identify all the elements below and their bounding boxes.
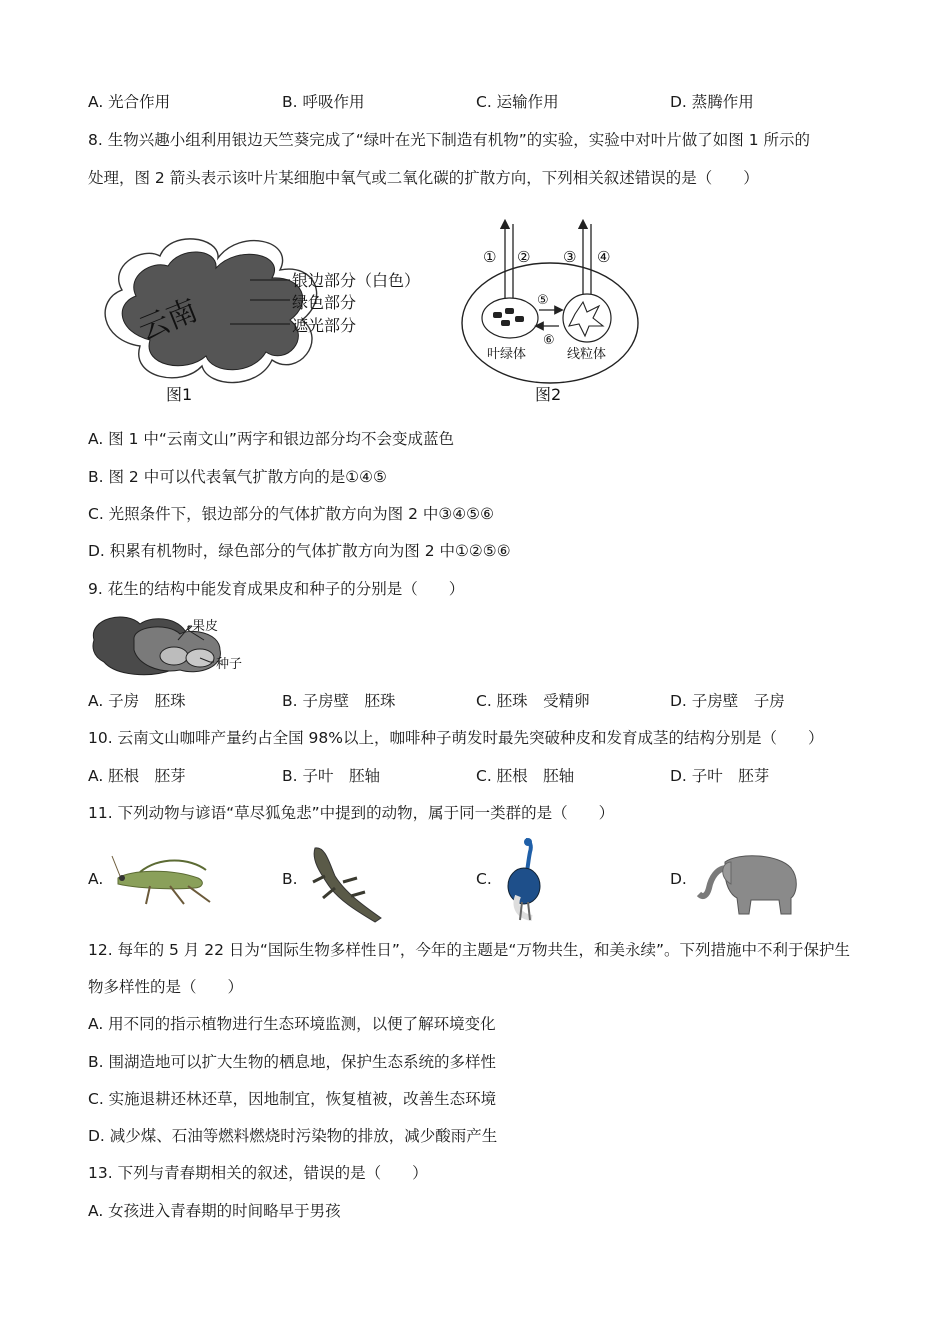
q7-option-d: D. 蒸腾作用 (670, 93, 754, 111)
q9-stem: 9. 花生的结构中能发育成果皮和种子的分别是（ ） (88, 580, 465, 598)
crocodile-image (295, 842, 390, 926)
fig2-chloroplast-label: 叶绿体 (487, 347, 527, 362)
q10-option-c: C. 胚根 胚轴 (476, 767, 575, 785)
q12-stem-line1: 12. 每年的 5 月 22 日为“国际生物多样性日”，今年的主题是“万物共生，和美永续”。下列措施中不利于保护生 (88, 941, 850, 959)
q13-option-a: A. 女孩进入青春期的时间略早于男孩 (88, 1202, 341, 1220)
q7-option-a: A. 光合作用 (88, 93, 171, 111)
q11-stem: 11. 下列动物与谚语“草尽狐兔悲”中提到的动物，属于同一类群的是（ ） (88, 804, 615, 822)
fig2-n3: ③ (563, 248, 577, 266)
q8-stem-line2: 处理，图 2 箭头表示该叶片某细胞中氧气或二氧化碳的扩散方向，下列相关叙述错误的是（ ） (88, 169, 759, 187)
q10-option-b: B. 子叶 胚轴 (282, 767, 380, 785)
fig2-caption: 图2 (535, 385, 562, 404)
figure-2-cell (455, 218, 645, 408)
fig2-n5: ⑤ (537, 293, 549, 308)
q9-option-b: B. 子房壁 胚珠 (282, 692, 396, 710)
fig2-n2: ② (517, 248, 531, 266)
fig2-n4: ④ (597, 248, 611, 266)
q9-option-d: D. 子房壁 子房 (670, 692, 785, 710)
fig2-n6: ⑥ (543, 333, 555, 348)
figure-1-leaf (90, 228, 440, 408)
fig1-text: 云南 (133, 292, 203, 348)
elephant-image (695, 848, 803, 916)
fig1-label-shade: 遮光部分 (292, 316, 357, 335)
q8-option-b: B. 图 2 中可以代表氧气扩散方向的是①④⑤ (88, 468, 387, 486)
q12-option-c: C. 实施退耕还林还草，因地制宜，恢复植被，改善生态环境 (88, 1090, 497, 1108)
grasshopper-image (110, 848, 215, 910)
peanut-label-peel: 果皮 (192, 619, 219, 634)
fig1-caption: 图1 (166, 385, 193, 404)
q11-option-b: B. (282, 870, 298, 888)
q10-stem: 10. 云南文山咖啡产量约占全国 98%以上，咖啡种子萌发时最先突破种皮和发育成茎的结构分别是（ ） (88, 729, 824, 747)
q12-option-d: D. 减少煤、石油等燃料燃烧时污染物的排放，减少酸雨产生 (88, 1127, 498, 1145)
q11-option-a: A. (88, 870, 104, 888)
fig1-label-white: 银边部分（白色） (292, 271, 421, 290)
q9-option-a: A. 子房 胚珠 (88, 692, 186, 710)
q11-option-d: D. (670, 870, 687, 888)
figure-peanut (88, 610, 258, 680)
peacock-image (498, 836, 558, 924)
q10-option-d: D. 子叶 胚芽 (670, 767, 770, 785)
q8-option-c: C. 光照条件下，银边部分的气体扩散方向为图 2 中③④⑤⑥ (88, 505, 494, 523)
fig2-n1: ① (483, 248, 497, 266)
q12-option-b: B. 围湖造地可以扩大生物的栖息地，保护生态系统的多样性 (88, 1053, 496, 1071)
q13-stem: 13. 下列与青春期相关的叙述，错误的是（ ） (88, 1164, 428, 1182)
q9-option-c: C. 胚珠 受精卵 (476, 692, 590, 710)
q8-stem-line1: 8. 生物兴趣小组利用银边天竺葵完成了“绿叶在光下制造有机物”的实验，实验中对叶片做了如图 1 所示的 (88, 131, 810, 149)
q8-option-a: A. 图 1 中“云南文山”两字和银边部分均不会变成蓝色 (88, 430, 454, 448)
q11-option-c: C. (476, 870, 492, 888)
fig1-label-green: 绿色部分 (292, 293, 357, 312)
q12-stem-line2: 物多样性的是（ ） (88, 978, 244, 996)
peanut-label-seed: 种子 (216, 657, 243, 672)
q7-option-c: C. 运输作用 (476, 93, 559, 111)
q8-option-d: D. 积累有机物时，绿色部分的气体扩散方向为图 2 中①②⑤⑥ (88, 542, 511, 560)
q12-option-a: A. 用不同的指示植物进行生态环境监测，以便了解环境变化 (88, 1015, 496, 1033)
fig2-mitochondria-label: 线粒体 (567, 347, 607, 362)
q7-option-b: B. 呼吸作用 (282, 93, 365, 111)
q10-option-a: A. 胚根 胚芽 (88, 767, 186, 785)
